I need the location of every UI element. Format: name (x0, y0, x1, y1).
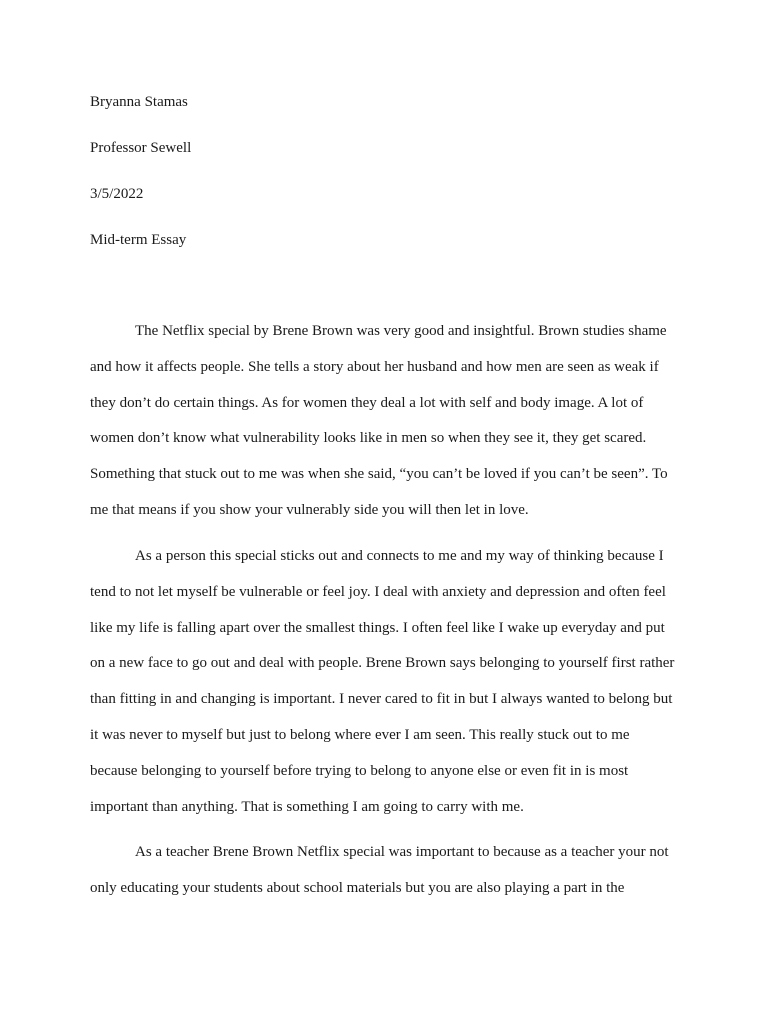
paragraph-3 (90, 835, 669, 907)
paragraph-1 (90, 314, 668, 529)
paragraph-line: tend to not let myself be vulnerable or feel joy. I deal with anxiety and depression and often feel (90, 583, 666, 600)
paragraph-line: like my life is falling apart over the smallest things. I often feel like I wake up everyday and put (90, 619, 665, 636)
paragraph-line: only educating your students about school materials but you are also playing a part in the (90, 879, 625, 896)
paragraph-line: and how it affects people. She tells a story about her husband and how men are seen as weak if (90, 358, 659, 375)
paragraph-line: The Netflix special by Brene Brown was very good and insightful. Brown studies shame (135, 323, 667, 339)
paragraph-line: than fitting in and changing is important. I never cared to fit in but I always wanted to belong but (90, 691, 673, 708)
paragraph-line: they don’t do certain things. As for women they deal a lot with self and body image. A lot of (90, 394, 644, 411)
paragraph-line: As a teacher Brene Brown Netflix special was important to because as a teacher your not (135, 844, 669, 860)
paragraph-line: women don’t know what vulnerability looks like in men so when they see it, they get scared. (90, 430, 647, 447)
paragraph-line: on a new face to go out and deal with people. Brene Brown says belonging to yourself first rather (90, 655, 675, 672)
paragraph-line: Something that stuck out to me was when she said, “you can’t be loved if you can’t be seen”. To (90, 466, 668, 483)
essay-date: 3/5/2022 (90, 186, 144, 202)
paragraph-2 (90, 539, 674, 825)
paragraph-line: because belonging to yourself before trying to belong to anyone else or even fit in is most (90, 762, 629, 779)
student-name: Bryanna Stamas (90, 94, 188, 110)
paragraph-line: important than anything. That is something I am going to carry with me. (90, 798, 524, 815)
paragraph-line: me that means if you show your vulnerably side you will then let in love. (90, 501, 529, 518)
essay-title: Mid-term Essay (90, 232, 187, 248)
paragraph-line: As a person this special sticks out and connects to me and my way of thinking because I (135, 548, 664, 564)
paragraph-line: it was never to myself but just to belong where ever I am seen. This really stuck out to me (90, 726, 630, 743)
professor-name: Professor Sewell (90, 140, 192, 156)
